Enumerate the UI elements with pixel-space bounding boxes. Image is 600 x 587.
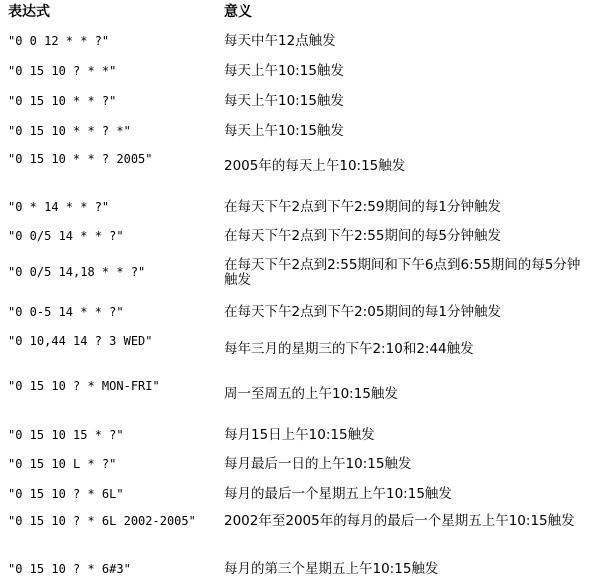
row-meaning: 周一至周五的上午10:15触发 [224, 386, 398, 402]
row-meaning: 每年三月的星期三的下午2:10和2:44触发 [224, 341, 474, 357]
row-meaning: 每天中午12点触发 [224, 33, 336, 49]
row-meaning: 在每天下午2点到下午2:05期间的每1分钟触发 [224, 304, 501, 320]
row-expression: "0 15 10 * * ? *" [8, 124, 131, 138]
header-expression: 表达式 [8, 4, 50, 20]
row-expression: "0 0/5 14,18 * * ?" [8, 265, 146, 279]
row-meaning: 每月15日上午10:15触发 [224, 427, 375, 443]
row-meaning: 在每天下午2点到下午2:55期间的每5分钟触发 [224, 228, 501, 244]
row-expression: "0 15 10 ? * 6#3" [8, 562, 131, 576]
row-meaning: 2002年至2005年的每月的最后一个星期五上午10:15触发 [224, 513, 575, 529]
row-expression: "0 * 14 * * ?" [8, 200, 110, 214]
row-meaning: 每月最后一日的上午10:15触发 [224, 456, 412, 472]
row-meaning: 2005年的每天上午10:15触发 [224, 158, 406, 174]
row-meaning: 每天上午10:15触发 [224, 123, 344, 139]
row-meaning: 每月的最后一个星期五上午10:15触发 [224, 486, 452, 502]
row-meaning: 每天上午10:15触发 [224, 63, 344, 79]
row-meaning: 在每天下午2点到2:55期间和下午6点到6:55期间的每5分钟触发 [224, 257, 581, 288]
row-expression: "0 15 10 ? * *" [8, 64, 117, 78]
row-expression: "0 0-5 14 * * ?" [8, 305, 124, 319]
row-expression: "0 15 10 ? * 6L 2002-2005" [8, 514, 196, 528]
row-expression: "0 15 10 * * ?" [8, 94, 117, 108]
row-expression: "0 15 10 15 * ?" [8, 428, 124, 442]
row-expression: "0 0 12 * * ?" [8, 34, 110, 48]
row-expression: "0 15 10 ? * 6L" [8, 487, 124, 501]
table-header [0, 0, 600, 24]
row-expression: "0 15 10 L * ?" [8, 457, 117, 471]
row-meaning: 每天上午10:15触发 [224, 93, 344, 109]
row-meaning: 在每天下午2点到下午2:59期间的每1分钟触发 [224, 199, 501, 215]
row-expression: "0 10,44 14 ? 3 WED" [8, 334, 153, 348]
header-meaning: 意义 [224, 4, 252, 20]
row-expression: "0 15 10 ? * MON-FRI" [8, 379, 160, 393]
row-expression: "0 0/5 14 * * ?" [8, 229, 124, 243]
row-expression: "0 15 10 * * ? 2005" [8, 152, 153, 166]
row-meaning: 每月的第三个星期五上午10:15触发 [224, 561, 439, 577]
